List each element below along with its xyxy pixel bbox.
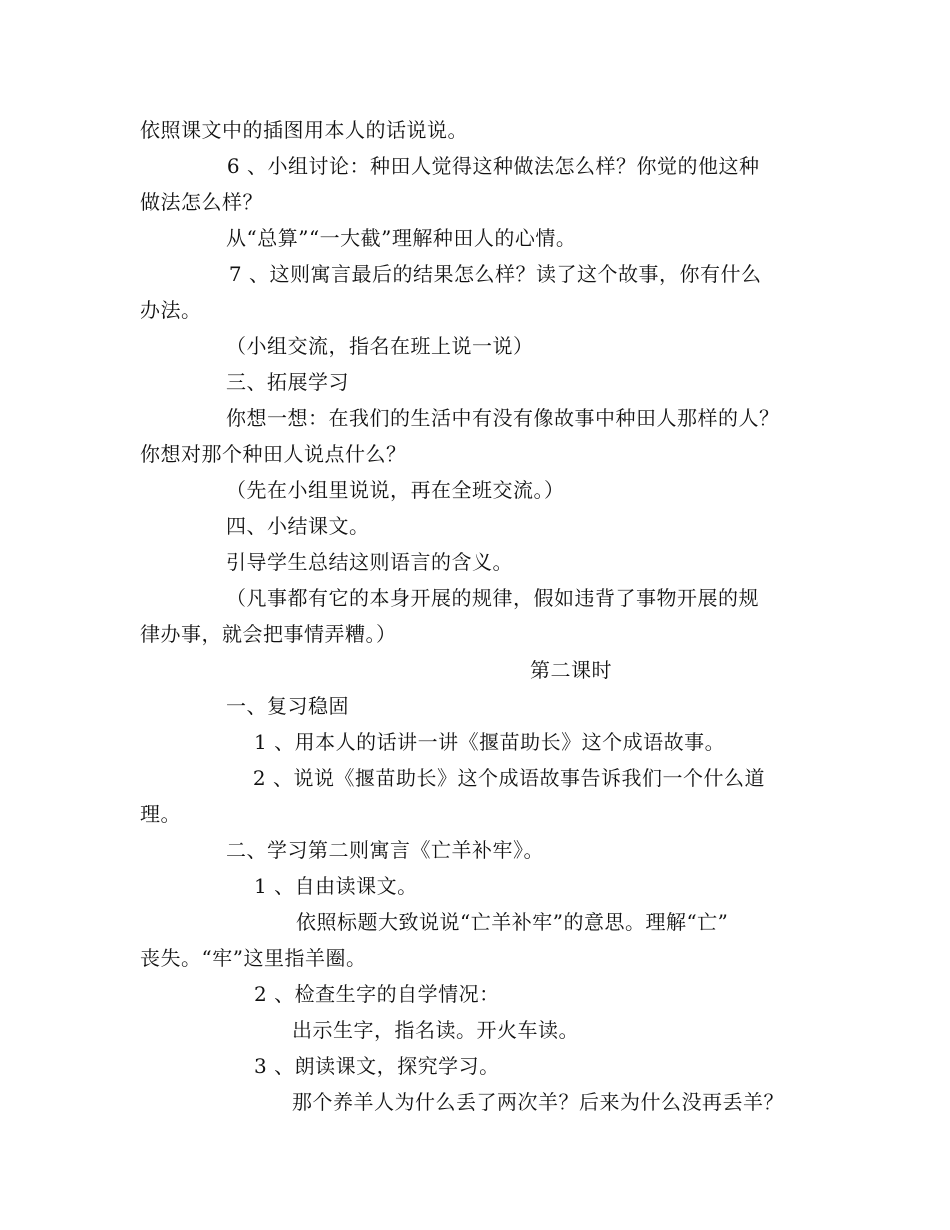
section-heading: 二、学习第二则寓言《亡羊补牢》。 (226, 838, 544, 862)
text-line: 理。 (140, 802, 181, 826)
text-line: 出示生字，指名读。开火车读。 (292, 1018, 579, 1042)
text-line: 依照课文中的插图用本人的话说说。 (140, 118, 468, 142)
text-line: 你想对那个种田人说点什么？ (140, 442, 407, 466)
text-line: （小组交流，指名在班上说一说） (226, 334, 534, 358)
text-line: 律办事，就会把事情弄糟。） (140, 622, 397, 646)
lesson-title: 第二课时 (530, 658, 612, 682)
text-line: 2 、说说《揠苗助长》这个成语故事告诉我们一个什么道 (246, 766, 765, 790)
text-line: 做法怎么样？ (140, 190, 263, 214)
section-heading: 一、复习稳固 (226, 694, 349, 718)
text-line: 引导学生总结这则语言的含义。 (226, 550, 513, 574)
text-line: 那个养羊人为什么丢了两次羊？后来为什么没再丢羊？ (292, 1090, 784, 1114)
text-line: 你想一想：在我们的生活中有没有像故事中种田人那样的人？ (226, 406, 780, 430)
text-line: 2 、检查生字的自学情况： (254, 982, 500, 1006)
text-line: 从“总算”“一大截”理解种田人的心情。 (226, 226, 577, 250)
text-line: 1 、用本人的话讲一讲《揠苗助长》这个成语故事。 (254, 730, 726, 754)
text-line: （先在小组里说说，再在全班交流。） (226, 478, 565, 502)
text-line: （凡事都有它的本身开展的规律，假如违背了事物开展的规 (226, 586, 759, 610)
text-line: 依照标题大致说说“亡羊补牢”的意思。理解“亡” (296, 910, 729, 934)
text-line: 办法。 (140, 298, 202, 322)
text-line: 1 、自由读课文。 (254, 874, 418, 898)
text-line: 6 、小组讨论：种田人觉得这种做法怎么样？你觉的他这种 (220, 154, 760, 178)
text-line: 丧失。“牢”这里指羊圈。 (140, 946, 367, 970)
section-heading: 三、拓展学习 (226, 370, 349, 394)
text-line: 3 、朗读课文，探究学习。 (254, 1054, 500, 1078)
section-heading: 四、小结课文。 (226, 514, 370, 538)
text-line: 7 、这则寓言最后的结果怎么样？读了这个故事，你有什么 (222, 262, 762, 286)
